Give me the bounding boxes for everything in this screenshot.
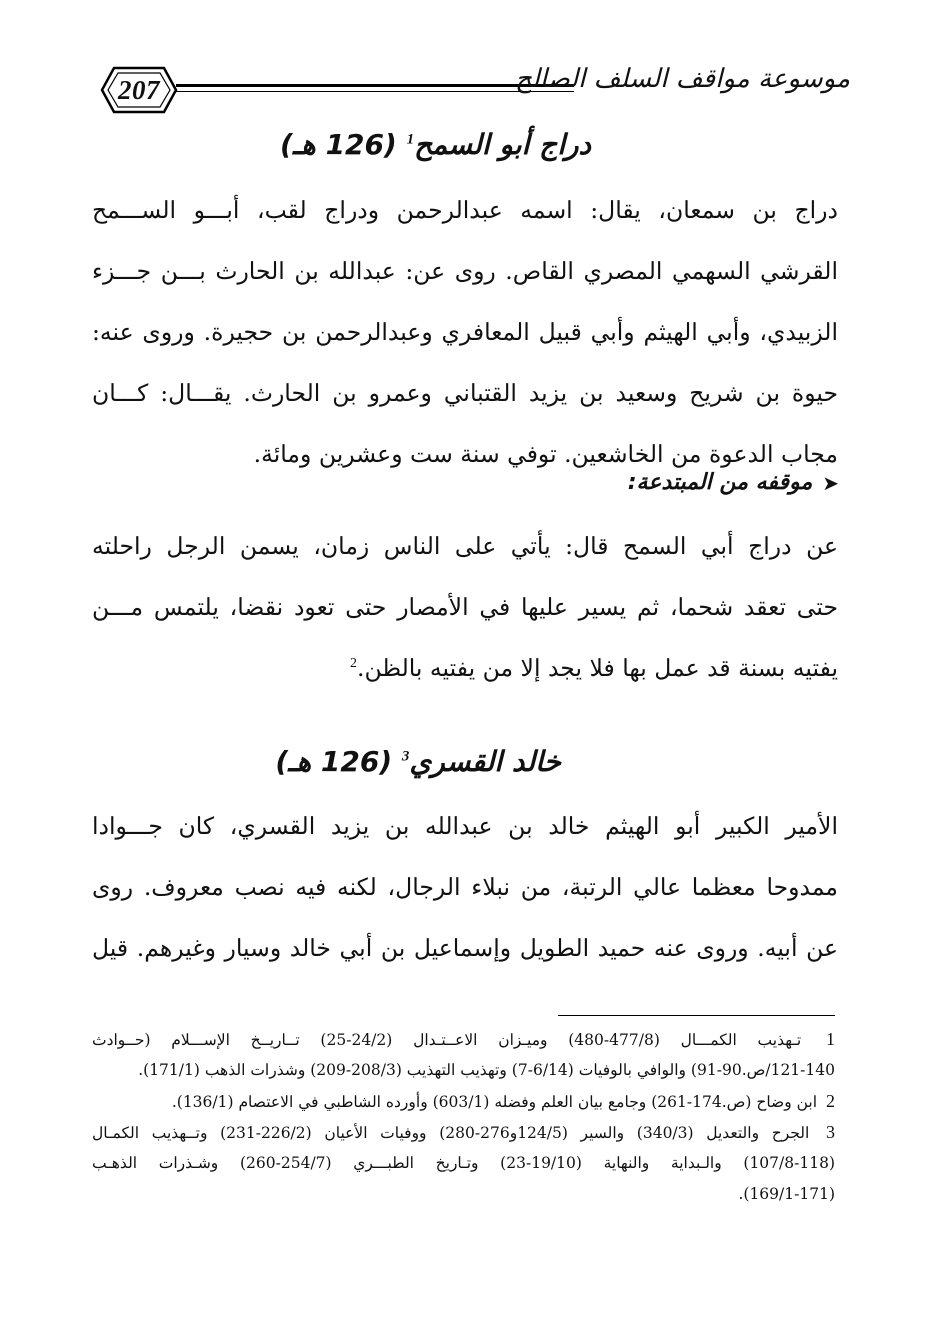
heading-text: دراج أبو السمح <box>414 128 591 161</box>
text-line: الأمير الكبير أبو الهيثم خالد بن عبدالله بن يزيد القسري، كان جـــوادا <box>92 812 838 840</box>
text-line: ممدوحا معظما عالي الرتبة، من نبلاء الرجال، لكنه فيه نصب معروف. روى <box>92 873 838 901</box>
page-header <box>88 62 850 124</box>
footnotes <box>92 1024 835 1210</box>
footnote-number: 2 <box>826 1091 835 1111</box>
section-heading-khalid <box>275 745 561 778</box>
page-number-badge <box>100 65 178 115</box>
footnote-ref: 3 <box>401 748 410 765</box>
text-line: الزبيدي، وأبي الهيثم وأبي قبيل المعافري وعبدالرحمن بن حجيرة. وروى عنه: <box>92 318 838 346</box>
footnote-ref: 1 <box>406 131 415 148</box>
footnote-ref: 2 <box>349 656 357 672</box>
heading-text: خالد القسري <box>409 745 561 778</box>
footnote-number: 1 <box>825 1029 835 1049</box>
text-line: عن أبيه. وروى عنه حميد الطويل وإسماعيل بن أبي خالد وسيار وغيرهم. قيل <box>92 934 838 962</box>
footnote-line <box>92 1024 835 1055</box>
bio-paragraph-darraj <box>92 180 838 485</box>
book-title: موسوعة مواقف السلف الصالح <box>515 64 850 94</box>
footnote-text: ابن وضاح (ص.174-261) وجامع بيان العلم وفضله (603/1) وأورده الشاطبي في الاعتصام (136/1). <box>171 1093 818 1111</box>
page-number: 207 <box>118 74 160 105</box>
arrow-bullet-icon: ➤ <box>822 470 839 495</box>
text-line: القرشي السهمي المصري القاص. روى عن: عبدالله بن الحارث بـــن جـــزء <box>92 257 838 285</box>
subheading-text: موقفه من المبتدعة: <box>627 470 813 495</box>
section-heading-darraj <box>280 128 591 161</box>
bio-paragraph-khalid <box>92 796 838 979</box>
heading-year: (126 هـ) <box>275 745 393 778</box>
subheading-position <box>628 470 839 495</box>
footnote-text: الجرح والتعديل (340/3) والسير (124/5و276-280) ووفيات الأعيان (226/2-231) وتــهذيب الكمـال <box>92 1124 810 1142</box>
footnote-line <box>92 1117 835 1148</box>
text-line: حتى تعقد شحما، ثم يسير عليها في الأمصار حتى تعود نقضا، يلتمس مـــن <box>92 593 838 621</box>
position-paragraph <box>92 516 838 699</box>
text-line <box>92 638 838 699</box>
footnote-text: تـهذيب الكمـــال (477/8-480) وميـزان الاعــتـدال (24/2-25) تــاريــخ الإســـلام (حــوادث <box>92 1031 802 1049</box>
heading-year: (126 هـ) <box>280 128 397 161</box>
footnote-line: (169/1-171). <box>738 1185 835 1203</box>
footnote-line: 121-140/ص.90-91) والوافي بالوفيات (6/14-7) وتهذيب التهذيب (208/3-209) وشذرات الذهب (171/1). <box>138 1061 835 1079</box>
text-line: دراج بن سمعان، يقال: اسمه عبدالرحمن ودراج لقب، أبـــو الســـمح <box>92 196 838 224</box>
footnote-separator <box>558 1015 835 1016</box>
text-line: عن دراج أبي السمح قال: يأتي على الناس زمان، يسمن الرجل راحلته <box>92 532 838 560</box>
text-line: حيوة بن شريح وسعيد بن يزيد القتباني وعمرو بن الحارث. يقـــال: كـــان <box>92 379 838 407</box>
text-line: مجاب الدعوة من الخاشعين. توفي سنة ست وعشرين ومائة. <box>253 440 838 468</box>
footnote-line: (107/8-118) والـبداية والنهاية (19/10-23) وتـاريخ الطبـــري (254/7-260) وشـذرات الذهـب <box>92 1154 835 1172</box>
footnote-number: 3 <box>825 1122 835 1142</box>
footnote-line <box>92 1086 835 1117</box>
text-line-content: يفتيه بسنة قد عمل بها فلا يجد إلا من يفتيه بالظن. <box>356 654 838 682</box>
